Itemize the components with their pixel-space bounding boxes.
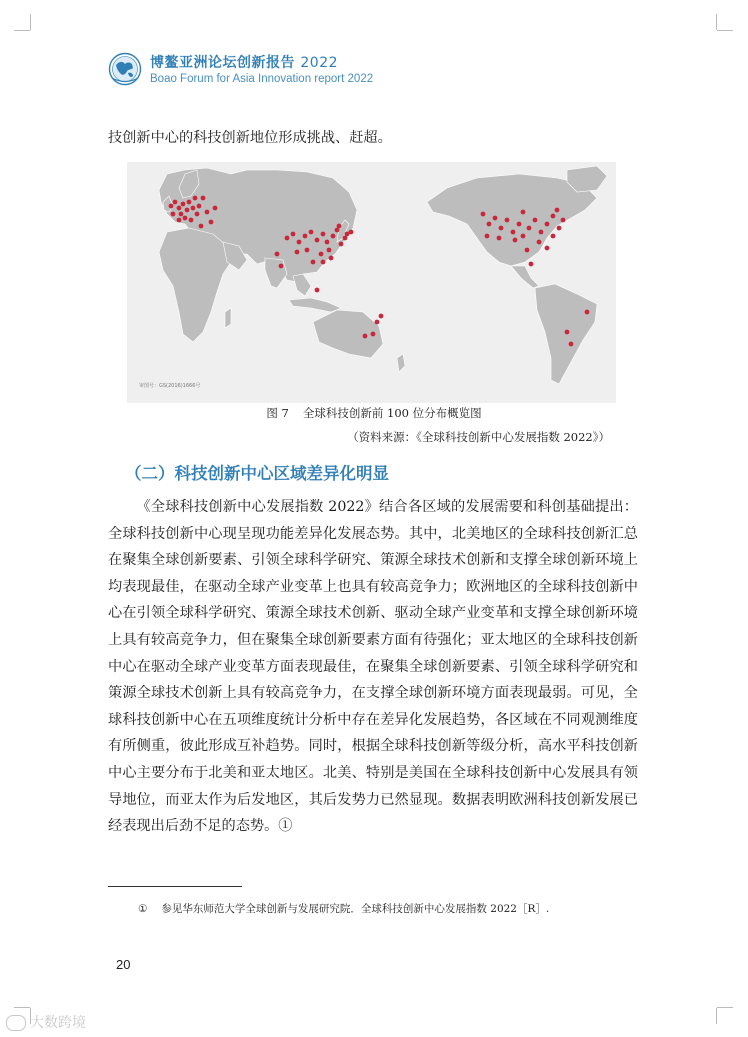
innovation-center-marker bbox=[375, 320, 380, 325]
figure-caption bbox=[0, 405, 748, 421]
figure-number: 图 7 bbox=[266, 406, 289, 420]
world-map-figure bbox=[127, 162, 616, 403]
innovation-center-marker bbox=[487, 222, 492, 227]
innovation-center-marker bbox=[481, 212, 486, 217]
innovation-center-marker bbox=[173, 200, 178, 205]
innovation-center-marker bbox=[319, 252, 324, 257]
innovation-center-marker bbox=[201, 196, 206, 201]
header-subtitle: Boao Forum for Asia Innovation report 2022 bbox=[150, 73, 374, 85]
innovation-center-marker bbox=[561, 218, 566, 223]
innovation-center-marker bbox=[505, 218, 510, 223]
innovation-center-marker bbox=[177, 218, 182, 223]
section-heading: （二）科技创新中心区域差异化明显 bbox=[125, 464, 389, 483]
innovation-center-marker bbox=[379, 314, 384, 319]
innovation-center-marker bbox=[521, 210, 526, 215]
innovation-center-marker bbox=[309, 230, 314, 235]
crop-mark bbox=[14, 30, 30, 31]
innovation-center-marker bbox=[569, 342, 574, 347]
innovation-center-marker bbox=[551, 234, 556, 239]
innovation-center-marker bbox=[303, 234, 308, 239]
running-header bbox=[108, 50, 508, 94]
globe-logo-icon bbox=[108, 52, 142, 86]
innovation-center-marker bbox=[177, 206, 182, 211]
innovation-center-marker bbox=[297, 240, 302, 245]
innovation-center-marker bbox=[337, 224, 342, 229]
watermark-text: 大数跨境 bbox=[30, 1015, 86, 1031]
innovation-center-marker bbox=[185, 208, 190, 213]
innovation-center-marker bbox=[321, 260, 326, 265]
innovation-center-marker bbox=[485, 234, 490, 239]
innovation-center-marker bbox=[199, 224, 204, 229]
innovation-center-marker bbox=[315, 288, 320, 293]
crop-mark bbox=[14, 1007, 30, 1008]
innovation-center-marker bbox=[315, 238, 320, 243]
innovation-center-marker bbox=[193, 196, 198, 201]
innovation-center-marker bbox=[517, 222, 522, 227]
footnote-text: 参见华东师范大学全球创新与发展研究院．全球科技创新中心发展指数 2022［R］. bbox=[161, 903, 550, 915]
figure-title: 全球科技创新前 100 位分布概览图 bbox=[302, 406, 482, 420]
watermark bbox=[6, 1012, 86, 1032]
innovation-center-marker bbox=[511, 230, 516, 235]
innovation-center-marker bbox=[555, 208, 560, 213]
innovation-center-marker bbox=[285, 236, 290, 241]
innovation-center-marker bbox=[279, 264, 284, 269]
innovation-center-marker bbox=[529, 262, 534, 267]
innovation-center-marker bbox=[275, 252, 280, 257]
innovation-center-marker bbox=[565, 330, 570, 335]
page-number: 20 bbox=[116, 957, 131, 972]
innovation-center-marker bbox=[181, 202, 186, 207]
innovation-center-marker bbox=[551, 214, 556, 219]
innovation-center-marker bbox=[349, 230, 354, 235]
map-credit: 审图号：GS(2016)1666号 bbox=[139, 383, 201, 389]
innovation-center-marker bbox=[213, 206, 218, 211]
innovation-center-marker bbox=[339, 242, 344, 247]
innovation-center-marker bbox=[169, 204, 174, 209]
innovation-center-marker bbox=[513, 238, 518, 243]
body-text-line: 技创新中心的科技创新地位形成挑战、赶超。 bbox=[108, 130, 392, 146]
innovation-center-marker bbox=[311, 260, 316, 265]
innovation-center-marker bbox=[527, 226, 532, 231]
innovation-center-marker bbox=[329, 256, 334, 261]
footnote-divider bbox=[108, 886, 242, 887]
innovation-center-marker bbox=[191, 206, 196, 211]
innovation-center-marker bbox=[209, 220, 214, 225]
innovation-center-marker bbox=[343, 236, 348, 241]
innovation-center-marker bbox=[545, 222, 550, 227]
innovation-center-marker bbox=[183, 216, 188, 221]
innovation-center-marker bbox=[187, 200, 192, 205]
crop-mark bbox=[717, 30, 733, 31]
innovation-center-marker bbox=[493, 216, 498, 221]
innovation-center-marker bbox=[195, 212, 200, 217]
innovation-center-marker bbox=[533, 218, 538, 223]
innovation-center-marker bbox=[327, 248, 332, 253]
innovation-center-marker bbox=[171, 212, 176, 217]
innovation-center-marker bbox=[197, 204, 202, 209]
innovation-center-marker bbox=[179, 212, 184, 217]
crop-mark bbox=[716, 14, 717, 30]
innovation-center-marker bbox=[305, 248, 310, 253]
innovation-center-marker bbox=[295, 250, 300, 255]
watermark-logo-icon bbox=[6, 1015, 26, 1031]
innovation-center-marker bbox=[331, 234, 336, 239]
innovation-center-marker bbox=[521, 234, 526, 239]
innovation-center-marker bbox=[189, 218, 194, 223]
footnote-mark: ① bbox=[138, 903, 148, 915]
innovation-center-marker bbox=[497, 236, 502, 241]
innovation-center-marker bbox=[325, 240, 330, 245]
innovation-center-marker bbox=[363, 334, 368, 339]
figure-source: （资料来源：《全球科技创新中心发展指数 2022》） bbox=[347, 430, 610, 444]
innovation-center-marker bbox=[525, 248, 530, 253]
innovation-center-marker bbox=[499, 226, 504, 231]
innovation-center-marker bbox=[371, 332, 376, 337]
crop-mark bbox=[30, 14, 31, 30]
innovation-center-marker bbox=[585, 310, 590, 315]
innovation-center-marker bbox=[291, 232, 296, 237]
innovation-center-marker bbox=[557, 226, 562, 231]
crop-mark bbox=[716, 1008, 717, 1024]
footnote bbox=[138, 901, 549, 916]
innovation-center-marker bbox=[321, 232, 326, 237]
innovation-center-marker bbox=[537, 240, 542, 245]
innovation-center-marker bbox=[539, 230, 544, 235]
crop-mark bbox=[717, 1007, 733, 1008]
innovation-center-marker bbox=[545, 246, 550, 251]
header-title: 博鳌亚洲论坛创新报告 2022 bbox=[150, 55, 339, 71]
body-paragraph: 《全球科技创新中心发展指数 2022》结合各区域的发展需要和科创基础提出：全球科技创新中心现呈现功能差异化发展态势。其中，北美地区的全球科技创新汇总在聚集全球创新要素、引领全球科学研究、策源全球技术创新和支撑全球创新环境上均表现最佳，在驱动全球产业变革上也具有较高竞争力；欧洲地区的全球科技创新中心在引领全球科学研究、策源全球技术创新、驱动全球产业变革和支撑全球创新环境上具有较高竞争力，但在聚集全球创新要素方面有待强化；亚太地区的全球科技创新中心在驱动全球产业变革方面表现最佳，在聚集全球创新要素、引领全球科学研究和策源全球技术创新上具有较高竞争力，在支撑全球创新环境方面表现最弱。可见，全球科技创新中心在五项维度统计分析中存在差异化发展趋势，各区域在不同观测维度有所侧重，彼此形成互补趋势。同时，根据全球科技创新等级分析，高水平科技创新中心主要分布于北美和亚太地区。北美、特别是美国在全球科技创新中心发展具有领导地位，而亚太作为后发地区，其后发势力已然显现。数据表明欧洲科技创新发展已经表现出后劲不足的态势。① bbox=[108, 499, 638, 835]
innovation-center-marker bbox=[205, 210, 210, 215]
